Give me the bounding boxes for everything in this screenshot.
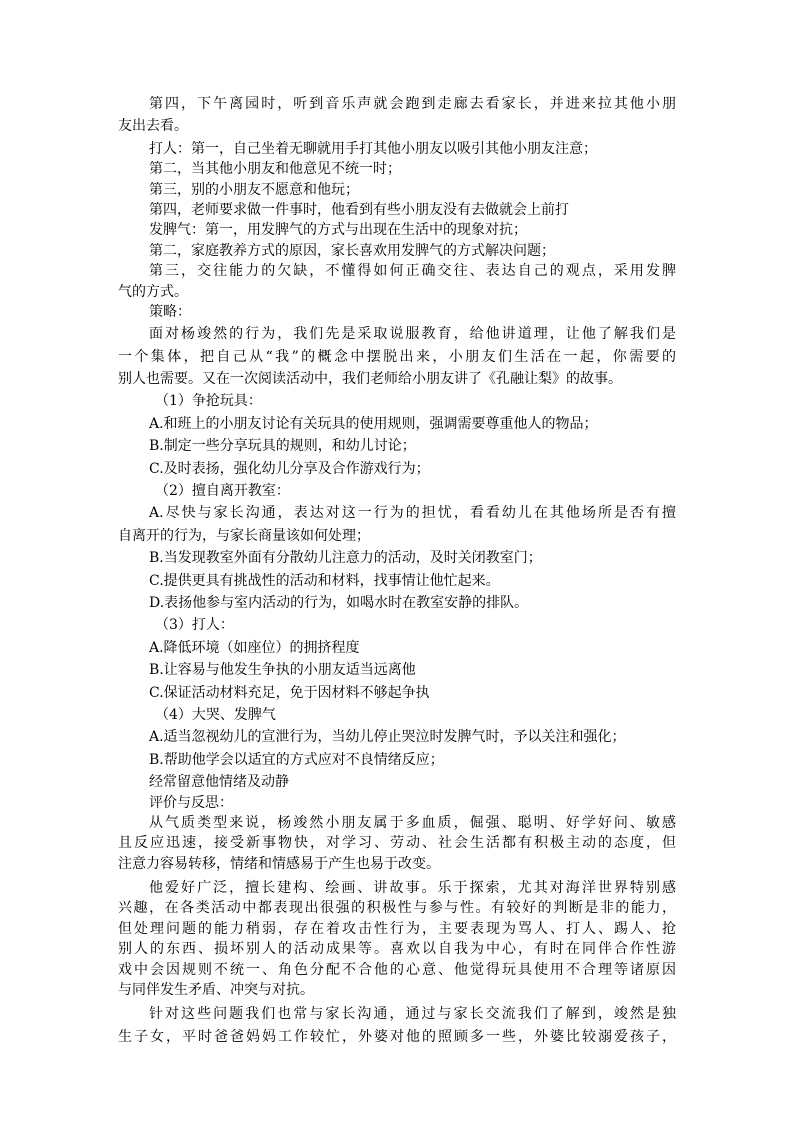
- subsection-heading: （2）擅自离开教室：: [155, 483, 290, 500]
- list-item: B.当发现教室外面有分散幼儿注意力的活动，及时关闭教室门；: [149, 550, 542, 567]
- paragraph-line: 但处理问题的能力稍弱，存在着攻击性行为，主要表现为骂人、打人、踢人、抢: [118, 920, 676, 937]
- section-heading: 评价与反思：: [149, 794, 233, 811]
- list-item: A.尽快与家长沟通，表达对这一行为的担忧，看看幼儿在其他场所是否有擅: [149, 505, 676, 522]
- list-item: C.保证活动材料充足，免于因材料不够起争执: [149, 684, 430, 701]
- list-item: B.制定一些分享玩具的规则，和幼儿讨论；: [149, 438, 416, 455]
- paragraph-line: 第三，别的小朋友不愿意和他玩；: [149, 181, 359, 198]
- paragraph-line: 第三，交往能力的欠缺，不懂得如何正确交往、表达自己的观点，采用发脾: [149, 263, 676, 280]
- list-item: A.降低环境（如座位）的拥挤程度: [149, 639, 360, 656]
- paragraph-line: 第四，老师要求做一件事时，他看到有些小朋友没有去做就会上前打: [149, 201, 569, 218]
- list-item: D.表扬他参与室内活动的行为，如喝水时在教室安静的排队。: [149, 594, 529, 611]
- paragraph-line: 别人也需要。又在一次阅读活动中，我们老师给小朋友讲了《孔融让梨》的故事。: [118, 371, 622, 388]
- list-item: B.让容易与他发生争执的小朋友适当远离他: [149, 662, 416, 679]
- paragraph-line: 气的方式。: [118, 283, 188, 300]
- paragraph-line: 且反应迅速，接受新事物快，对学习、劳动、社会生活都有积极主动的态度，但: [118, 835, 676, 852]
- list-item-continued: 自离开的行为，与家长商量该如何处理；: [118, 527, 370, 544]
- paragraph-line: 面对杨竣然的行为，我们先是采取说服教育，给他讲道理，让他了解我们是: [149, 326, 676, 343]
- list-item: A.和班上的小朋友讨论有关玩具的使用规则，强调需要尊重他人的物品；: [149, 415, 598, 432]
- paragraph-line: 针对这些问题我们也常与家长沟通，通过与家长交流我们了解到，竣然是独: [149, 1006, 676, 1023]
- document-page: [118, 94, 676, 1047]
- paragraph-line: 从气质类型来说，杨竣然小朋友属于多血质，倔强、聪明、好学好问、敏感: [149, 814, 676, 831]
- list-item: A.适当忽视幼儿的宣泄行为，当幼儿停止哭泣时发脾气时，予以关注和强化；: [149, 729, 626, 746]
- subsection-heading: （1）争抢玩具：: [155, 393, 262, 410]
- paragraph-line: 一个集体，把自己从“我”的概念中摆脱出来，小朋友们生活在一起，你需要的: [118, 348, 676, 365]
- paragraph-line: 第二，家庭教养方式的原因，家长喜欢用发脾气的方式解决问题；: [149, 242, 555, 259]
- paragraph-line: 生子女，平时爸爸妈妈工作较忙，外婆对他的照顾多一些，外婆比较溺爱孩子，: [118, 1028, 676, 1045]
- paragraph-line: 与同伴发生矛盾、冲突与对抗。: [118, 982, 314, 999]
- paragraph-line: 兴趣，在各类活动中都表现出很强的积极性与参与性。有较好的判断是非的能力，: [118, 900, 676, 917]
- paragraph-line: 戏中会因规则不统一、角色分配不合他的心意、他觉得玩具使用不合理等诸原因: [118, 961, 676, 978]
- section-heading: 策略：: [149, 303, 191, 320]
- paragraph-line: 第四，下午离园时，听到音乐声就会跑到走廊去看家长，并进来拉其他小朋: [149, 96, 676, 112]
- paragraph-line: 第二，当其他小朋友和他意见不统一时；: [149, 161, 401, 178]
- paragraph-line: 别人的东西、损坏别人的活动成果等。喜欢以自我为中心，有时在同伴合作性游: [118, 941, 676, 958]
- list-item: C.提供更具有挑战性的活动和材料，找事情让他忙起来。: [149, 572, 500, 589]
- paragraph-line: 打人：第一，自己坐着无聊就用手打其他小朋友以吸引其他小朋友注意；: [149, 140, 597, 157]
- subsection-heading: （4）大哭、发脾气: [155, 706, 276, 723]
- paragraph-line: 注意力容易转移，情绪和情感易于产生也易于改变。: [118, 855, 440, 872]
- paragraph-line: 他爱好广泛，擅长建构、绘画、讲故事。乐于探索，尤其对海洋世界特别感: [149, 880, 676, 897]
- list-item: C.及时表扬，强化幼儿分享及合作游戏行为；: [149, 460, 430, 477]
- paragraph-line: 友出去看。: [118, 118, 188, 135]
- list-item: B.帮助他学会以适宜的方式应对不良情绪反应；: [149, 751, 444, 768]
- subsection-heading: （3）打人：: [155, 617, 234, 634]
- paragraph-line: 发脾气：第一，用发脾气的方式与出现在生活中的现象对抗；: [149, 222, 527, 239]
- paragraph-line: 经常留意他情绪及动静: [149, 774, 289, 791]
